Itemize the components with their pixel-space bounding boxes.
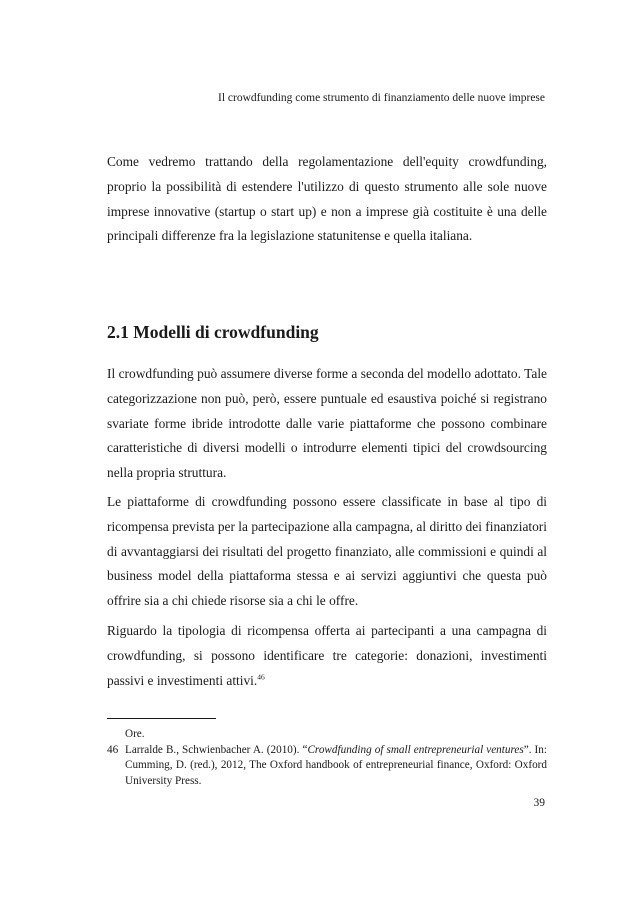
footnote-text-after: ”. In: Cumming, D. (red.), 2012, The Oxford handbook of entrepreneurial finance, Oxford: Oxford University Press. [125, 744, 547, 787]
section-heading: 2.1 Modelli di crowdfunding [107, 322, 319, 342]
body-paragraph-3-text: Riguardo la tipologia di ricompensa offerta ai partecipanti a una campagna di crowdfunding, si possono identificare tre categorie: donazioni, investimenti passivi e investimenti attivi. [107, 623, 547, 688]
running-header: Il crowdfunding come strumento di finanziamento delle nuove imprese [217, 92, 545, 104]
footnote-continuation: Ore. [125, 728, 145, 740]
footnote-46 [107, 743, 547, 789]
page-number: 39 [533, 797, 545, 809]
footnote-separator [107, 718, 216, 719]
footnote-number: 46 [107, 744, 119, 756]
body-paragraph-1: Il crowdfunding può assumere diverse forme a seconda del modello adottato. Tale categorizzazione non può, però, essere puntuale ed esaustiva poiché si registrano svariate forme ibride introdotte dalle varie piattaforme che possono combinare caratteristiche di diversi modelli o introdurre elementi tipici del crowdsourcing nella propria struttura. [107, 366, 547, 481]
footnote-text-before: Larralde B., Schwienbacher A. (2010). “ [125, 744, 308, 756]
body-paragraph-2: Le piattaforme di crowdfunding possono essere classificate in base al tipo di ricompensa prevista per la partecipazione alla campagna, al diritto dei finanziatori di avvantaggiarsi dei risultati del progetto finanziato, alle commissioni e quindi al business model della piattaforma stessa e ai servizi aggiuntivi che questa può offrire sia a chi chiede risorse sia a chi le offre. [107, 494, 547, 609]
body-paragraph-3 [107, 619, 547, 693]
footnote-reference[interactable]: 46 [257, 672, 265, 682]
footnote-cited-title: Crowdfunding of small entrepreneurial ventures [307, 744, 524, 756]
intro-paragraph: Come vedremo trattando della regolamentazione dell'equity crowdfunding, proprio la possibilità di estendere l'utilizzo di questo strumento alle sole nuove imprese innovative (startup o start up) e non a imprese già costituite è una delle principali differenze fra la legislazione statunitense e quella italiana. [107, 154, 547, 244]
footnote-text [125, 743, 547, 789]
